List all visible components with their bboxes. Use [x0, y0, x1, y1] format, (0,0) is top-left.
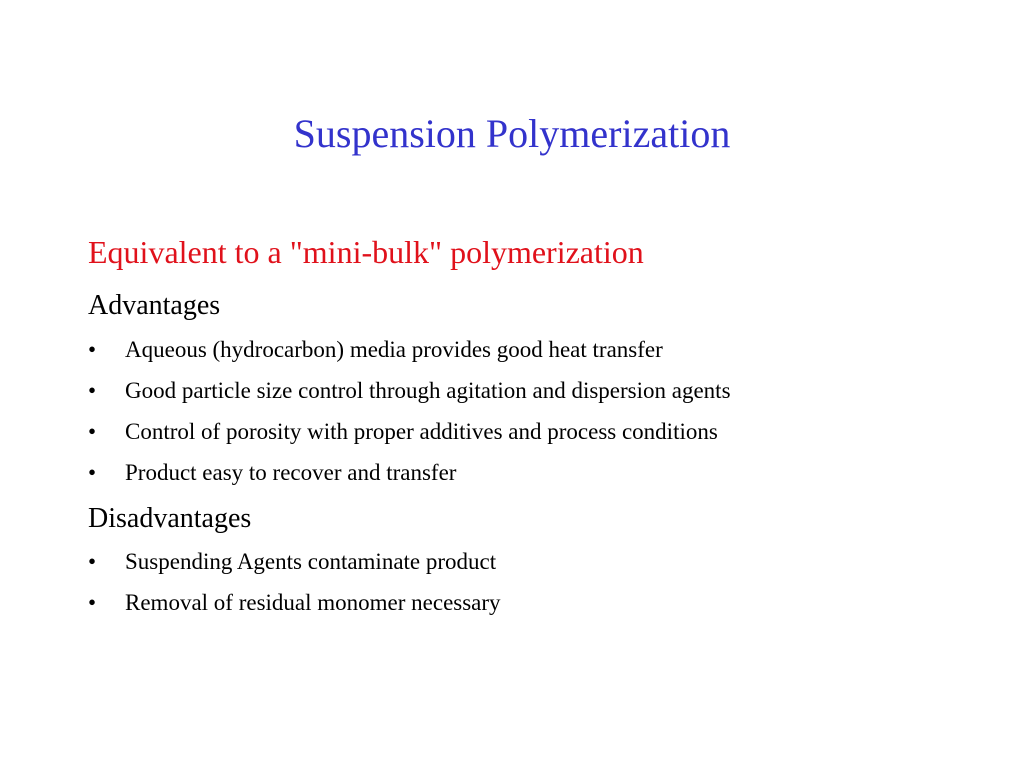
- slide-subtitle: Equivalent to a "mini-bulk" polymerization: [88, 234, 644, 270]
- disadvantages-heading: Disadvantages: [88, 503, 252, 534]
- bullet-icon: •: [88, 378, 97, 403]
- list-item-text: Good particle size control through agitation and dispersion agents: [125, 378, 731, 403]
- list-item-text: Control of porosity with proper additives and process conditions: [125, 419, 718, 444]
- bullet-icon: •: [88, 549, 97, 574]
- list-item-text: Aqueous (hydrocarbon) media provides good heat transfer: [125, 337, 663, 362]
- bullet-icon: •: [88, 460, 97, 485]
- bullet-icon: •: [88, 337, 97, 362]
- bullet-icon: •: [88, 590, 97, 615]
- list-item-text: Removal of residual monomer necessary: [125, 590, 501, 615]
- slide-title: Suspension Polymerization: [293, 111, 731, 156]
- list-item-text: Suspending Agents contaminate product: [125, 549, 497, 574]
- bullet-icon: •: [88, 419, 97, 444]
- advantages-heading: Advantages: [88, 290, 221, 321]
- list-item-text: Product easy to recover and transfer: [125, 460, 457, 485]
